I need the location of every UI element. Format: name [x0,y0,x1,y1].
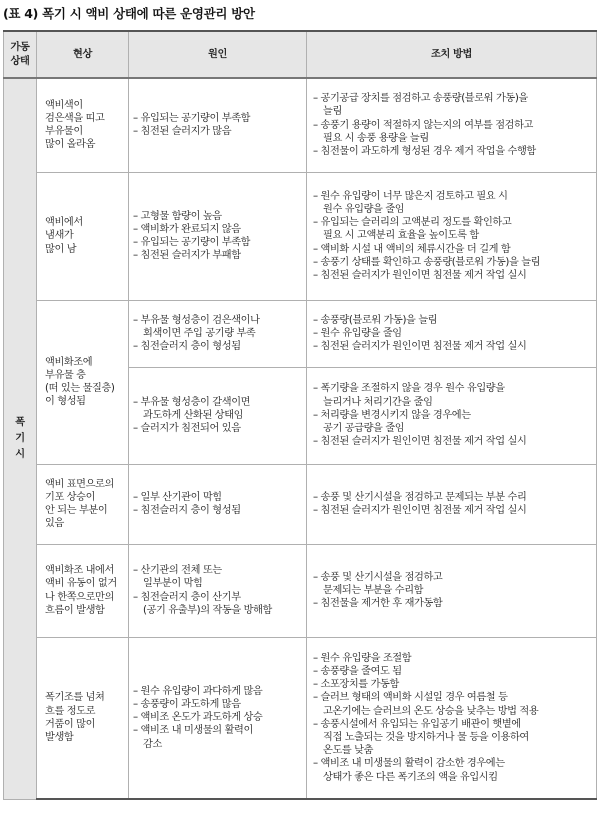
list-item: – 슬러지가 침전되어 있음 [133,422,302,435]
list-item: – 액비화 시설 내 액비의 체류시간을 더 길게 함 [313,243,592,256]
cause-list [133,396,302,436]
cause-list [133,112,302,138]
list-item: – 원수 유입량이 너무 많은지 검토하고 필요 시 원수 유입량을 줄임 [313,190,592,216]
header-cause: 원인 [129,31,307,78]
list-item: – 송풍 및 산기시설을 점검하고 문제되는 부분을 수리함 [313,571,592,597]
state-cell [4,78,37,799]
list-item: – 침전된 슬러지가 원인이면 침전물 제거 작업 실시 [313,504,592,517]
list-item: – 처리량을 변경시키지 않을 경우에는 공기 공급량을 줄임 [313,409,592,435]
list-item: – 액비조 내 미생물의 활력이 감소한 경우에는 상태가 좋은 다른 폭기조의 액을 유입시킴 [313,757,592,783]
cause-cell [129,544,307,637]
list-item: – 액비조 내 미생물의 활력이 감소 [133,724,302,750]
table-row [4,544,597,637]
list-item: – 송풍 및 산기시설을 점검하고 문제되는 부분 수리 [313,491,592,504]
action-list [313,190,592,282]
list-item: – 일부 산기관이 막힘 [133,491,302,504]
list-item: – 송풍기 상태를 확인하고 송풍량(블로워 가동)을 늘림 [313,256,592,269]
phenomenon-cell: 폭기조를 넘쳐 흐를 정도로 거품이 많이 발생함 [37,637,129,799]
list-item: – 공기공급 장치를 점검하고 송풍량(블로워 가동)을 늘림 [313,92,592,118]
cause-list [133,314,302,354]
action-list [313,652,592,784]
action-cell [307,367,597,464]
cause-list [133,564,302,617]
table-row [4,300,597,367]
phenomenon-cell: 액비화조 내에서 액비 유동이 없거 나 한쪽으로만의 흐름이 발생함 [37,544,129,637]
phenomenon-cell: 액비화조에 부유물 층 (떠 있는 물질층) 이 형성됨 [37,300,129,464]
state-char: 폭 [15,416,25,428]
state-char: 기 [15,432,25,444]
list-item: – 원수 유입량이 과다하게 많음 [133,685,302,698]
table-row [4,464,597,544]
list-item: – 송풍기 용량이 적절하지 않는지의 여부를 점검하고 필요 시 송풍 용량을 늘림 [313,119,592,145]
cause-cell [129,78,307,172]
phenomenon-cell: 액비 표면으로의 기포 상승이 안 되는 부분이 있음 [37,464,129,544]
list-item: – 침전물을 제거한 후 재가동함 [313,597,592,610]
cause-cell [129,367,307,464]
list-item: – 침전된 슬러지가 많음 [133,125,302,138]
list-item: – 침전된 슬러지가 원인이면 침전물 제거 작업 실시 [313,340,592,353]
list-item: – 유입되는 공기량이 부족함 [133,112,302,125]
list-item: – 부유물 형성층이 갈색이면 과도하게 산화된 상태임 [133,396,302,422]
list-item: – 액비조 온도가 과도하게 상승 [133,711,302,724]
list-item: – 송풍량이 과도하게 많음 [133,698,302,711]
table-row [4,637,597,799]
operation-table [3,30,597,800]
list-item: – 원수 유입량을 줄임 [313,327,592,340]
list-item: – 액비화가 완료되지 않음 [133,223,302,236]
list-item: – 유입되는 공기량이 부족함 [133,236,302,249]
header-action: 조치 방법 [307,31,597,78]
cause-cell [129,300,307,367]
action-cell [307,464,597,544]
cause-cell [129,637,307,799]
list-item: – 침전된 슬러지가 부패함 [133,249,302,262]
list-item: – 침전슬러지 층이 형성됨 [133,340,302,353]
state-char: 시 [15,448,25,460]
list-item: – 침전슬러지 층이 산기부 (공기 유출부)의 작동을 방해함 [133,591,302,617]
action-cell [307,300,597,367]
table-title: (표 4) 폭기 시 액비 상태에 따른 운영관리 방안 [3,6,255,21]
action-cell [307,78,597,172]
header-state: 가동 상태 [4,31,37,78]
action-cell [307,172,597,300]
cause-cell [129,464,307,544]
list-item: – 원수 유입량을 조절함 [313,652,592,665]
list-item: – 침전물이 과도하게 형성된 경우 제거 작업을 수행함 [313,145,592,158]
list-item: – 부유물 형성층이 검은색이나 회색이면 주입 공기량 부족 [133,314,302,340]
action-list [313,92,592,158]
list-item: – 송풍량(블로워 가동)을 늘림 [313,314,592,327]
table-row [4,78,597,172]
action-cell [307,544,597,637]
cause-list [133,210,302,263]
list-item: – 송풍량을 줄여도 됨 [313,665,592,678]
list-item: – 슬러브 형태의 액비화 시설일 경우 여름철 등 고온기에는 슬러브의 온도 상승을 낮추는 방법 적용 [313,691,592,717]
list-item: – 고형물 함량이 높음 [133,210,302,223]
cause-list [133,685,302,751]
action-list [313,491,592,517]
list-item: – 산기관의 전체 또는 일부분이 막힘 [133,564,302,590]
list-item: – 폭기량을 조절하지 않을 경우 원수 유입량을 늘리거나 처리기간을 줄임 [313,382,592,408]
list-item: – 침전된 슬러지가 원인이면 침전물 제거 작업 실시 [313,435,592,448]
action-list [313,382,592,448]
header-row [4,31,597,78]
action-list [313,314,592,354]
cause-cell [129,172,307,300]
phenomenon-cell: 액비에서 냄새가 많이 남 [37,172,129,300]
header-phenomenon: 현상 [37,31,129,78]
phenomenon-cell: 액비색이 검은색을 띠고 부유물이 많이 올라옴 [37,78,129,172]
table-body [4,78,597,799]
list-item: – 침전된 슬러지가 원인이면 침전물 제거 작업 실시 [313,269,592,282]
list-item: – 소포장치를 가동함 [313,678,592,691]
action-cell [307,637,597,799]
list-item: – 침전슬러지 층이 형성됨 [133,504,302,517]
list-item: – 유입되는 슬러리의 고액분리 정도를 확인하고 필요 시 고액분리 효율을 높이도록 함 [313,216,592,242]
cause-list [133,491,302,517]
list-item: – 송풍시설에서 유입되는 유입공기 배관이 햇볕에 직접 노출되는 것을 방지하거나 물 등을 이용하여 온도를 낮춤 [313,718,592,758]
table-row [4,172,597,300]
action-list [313,571,592,611]
